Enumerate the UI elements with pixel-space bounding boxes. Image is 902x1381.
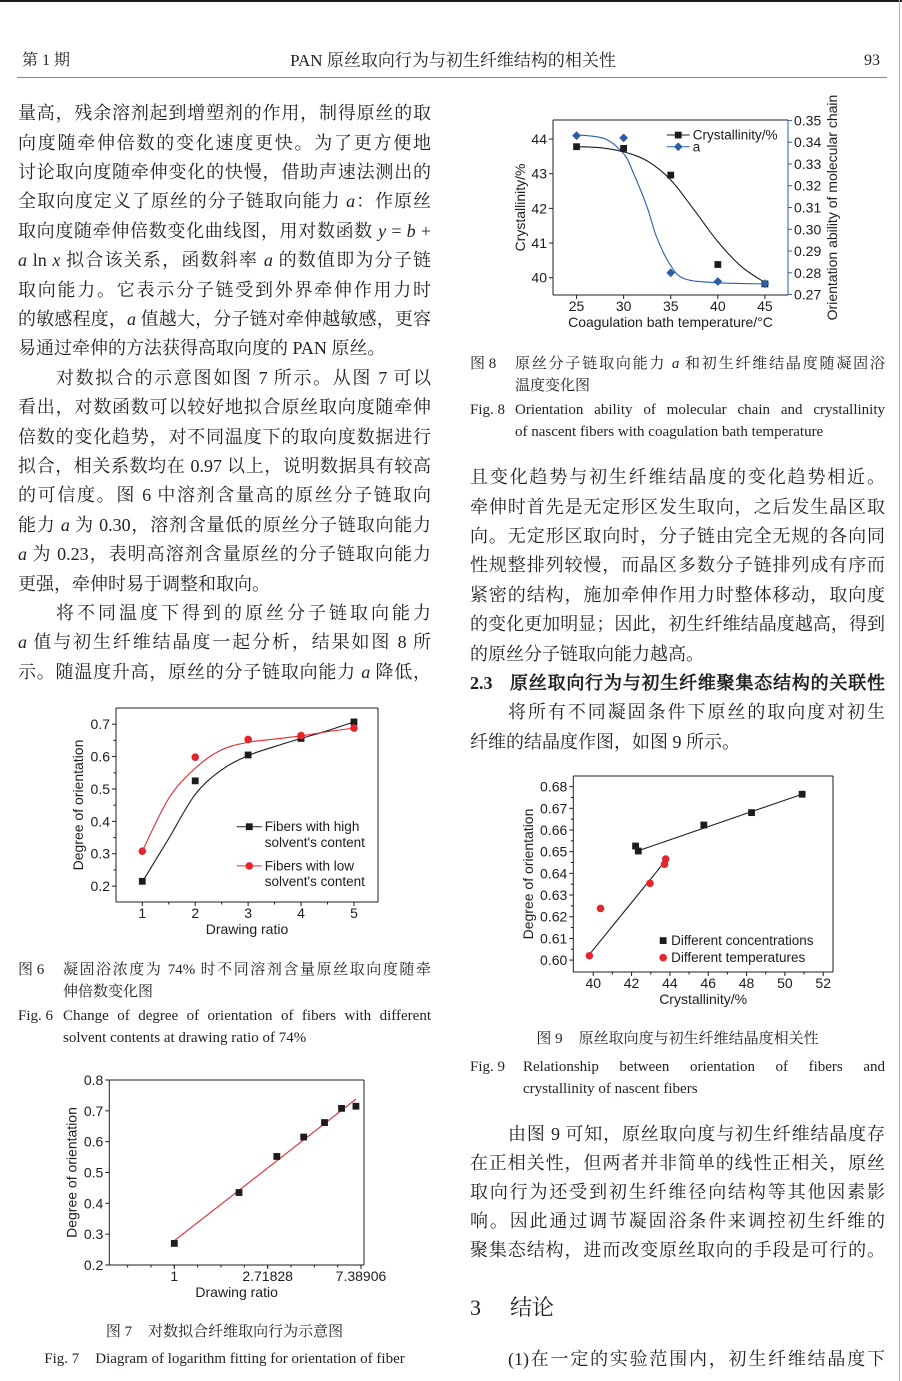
y-tick-label: 41 [531,235,547,252]
legend-label: a [692,139,701,155]
y2-tick-label: 0.27 [794,286,822,303]
conclusion-text [470,1345,885,1374]
x-tick-label: 2 [191,905,200,921]
math-variable: a [263,250,273,271]
math-variable: a [346,191,356,212]
text-line: 牵伸时首先是无定形区发生取向，之后发生晶区取 [470,496,885,517]
legend-marker [674,142,683,151]
y-tick-label: 0.4 [90,813,110,830]
legend-label: Different concentrations [671,933,814,949]
legend-marker [246,823,253,830]
y-tick-label: 0.64 [540,865,568,882]
x-tick-label: 42 [623,975,640,991]
text-line: 且变化趋势与初生纤维结晶度的变化趋势相近。 [470,467,885,488]
math-variable: a [18,544,27,565]
text-line: 温度变化图 [515,377,591,394]
text-line: 的变化更加明显；因此，初生纤维结晶度越高，得到 [470,614,885,635]
caption-text [523,1057,885,1100]
y-tick-label: 0.67 [540,800,568,817]
data-point [572,131,581,140]
y2-tick-label: 0.34 [794,134,822,151]
y-tick-label: 0.7 [90,716,110,733]
x-tick-label: 46 [700,975,717,991]
text-line: 易通过牵伸的方法获得高取向度的 PAN 原丝。 [18,338,386,359]
text-line: 紧密的结构，施加牵伸作用力时整体移动，取向度 [470,584,885,605]
figure-label: 图 9 [536,1031,563,1048]
caption-text: 原丝取向度与初生纤维结晶度相关性 [578,1031,819,1048]
issue-number: 第 1 期 [22,52,71,69]
x-tick-label: 4 [297,905,305,921]
section-title: 结论 [510,1295,555,1321]
x-tick-label: 30 [615,298,632,314]
data-point [714,261,721,268]
text-line: 响。因此通过调节凝固浴条件来调控初生纤维的 [470,1211,885,1231]
text-line: 在正相关性，但两者并非简单的线性正相关，原丝 [470,1153,885,1173]
data-point [245,752,252,759]
text-line: Relationship between orientation of fibers and [523,1059,885,1076]
running-title: PAN 原丝取向行为与初生纤维结构的相关性 [290,51,616,70]
y2-tick-label: 0.30 [794,221,822,238]
math-variable: a [18,250,27,271]
y-tick-label: 0.8 [83,1072,104,1088]
math-variable: a [361,661,371,682]
data-point [338,1105,345,1112]
text-line: 的原丝分子链取向能力越高。 [470,643,704,664]
data-point [191,753,199,761]
figure-6-caption-cn [18,960,431,1003]
x-tick-label: 2.71828 [242,1268,293,1284]
text-line: 凝固浴浓度为 74% 时不同溶剂含量原丝取向度随牵 [63,962,431,979]
fit-curve [638,794,803,851]
text-line: 纤维的结晶度作图，如图 9 所示。 [470,731,740,752]
y2-tick-label: 0.28 [794,264,822,281]
y-tick-label: 0.62 [540,908,568,925]
legend-label: Fibers with high [264,819,360,835]
text-line: 性规整排列较慢，而晶区多数分子链排列成有序而 [470,555,885,576]
y-axis-label: Degree of orientation [70,739,86,871]
data-point [619,133,628,142]
text-line: Orientation ability of molecular chain and crystallinity [515,402,885,419]
x-tick-label: 44 [662,975,678,991]
caption-text [515,400,885,443]
y-tick-label: 0.4 [83,1195,104,1212]
text-line: Change of degree of orientation of fibers with different [63,1008,431,1024]
data-point [748,809,755,816]
caption-text [63,1006,431,1049]
y-tick-label: 0.5 [90,780,110,797]
header-rule [17,77,887,78]
page-top-border [0,0,902,2]
text-line: a ln x 拟合该关系，函数斜率 a 的数值即为分子链 [18,250,431,271]
section-title: 原丝取向行为与初生纤维聚集态结构的关联性 [510,673,885,694]
data-point [799,791,806,798]
page-number: 93 [864,52,880,69]
section-heading-2-3 [470,669,885,698]
legend-marker [675,132,682,139]
y-tick-label: 0.7 [83,1102,104,1119]
data-point [713,277,722,286]
text-line: 看出，对数函数可以较好地拟合原丝取向度随牵伸 [18,397,431,418]
x-tick-label: 25 [568,298,585,314]
x-tick-label: 7.38906 [335,1268,387,1284]
x-tick-label: 1 [170,1268,179,1284]
math-variable: b [406,220,416,241]
fit-curve [577,147,765,283]
paragraph [18,364,431,599]
x-tick-label: 35 [662,298,679,314]
y2-tick-label: 0.32 [794,177,822,194]
data-point [321,1119,328,1126]
paragraph [470,1120,885,1265]
y-tick-label: 42 [531,200,547,217]
y-tick-label: 0.60 [540,952,568,969]
text-line: a 值与初生纤维结晶度一起分析，结果如图 8 所 [18,632,431,653]
data-point [139,878,146,885]
math-variable: a [671,356,680,373]
page-right-border [899,0,900,1381]
text-line: 示。随温度升高，原丝的分子链取向能力 a 降低， [18,661,431,682]
data-point [192,777,199,784]
section-number: 2.3 [470,673,493,694]
figure-label: Fig. 9 [470,1059,506,1076]
section-number: 3 [470,1295,481,1321]
x-tick-label: 52 [815,975,832,991]
x-axis-label: Drawing ratio [205,921,289,937]
y-tick-label: 0.6 [90,748,110,765]
text-line: 能力 a 为 0.30，溶剂含量低的原丝分子链取向能力 [18,514,431,535]
data-point [171,1240,178,1247]
data-point [353,1103,360,1110]
text-line: 全取向度定义了原丝的分子链取向能力 a：作原丝 [18,191,431,212]
y-tick-label: 43 [531,165,547,182]
figure-8-chart [500,85,850,335]
text-line: 伸倍数变化图 [63,983,154,1000]
data-point [586,952,594,960]
data-point [139,847,147,855]
y-tick-label: 0.6 [83,1133,104,1150]
y-tick-label: 0.3 [83,1226,104,1243]
x-tick-label: 50 [777,975,793,991]
y2-tick-label: 0.31 [794,199,822,216]
text-line: 的敏感程度，a 值越大，分子链对牵伸越敏感，更容 [18,309,431,330]
figure-label: 图 8 [470,356,497,373]
text-line: 讨论取向度随牵伸变化的快慢，借助声速法测出的 [18,162,431,183]
x-axis-label: Drawing ratio [195,1284,278,1300]
legend-marker [245,862,253,870]
figure-label: 图 7 [105,1324,133,1341]
figure-8-caption-cn [470,354,885,397]
figure-8-caption-en [470,400,885,443]
paragraph [470,698,885,757]
paragraph [18,599,431,687]
text-line: a 为 0.23，表明高溶剂含量原丝的分子链取向能力 [18,544,431,565]
text-line: of nascent fibers with coagulation bath temperature [515,423,824,440]
legend-marker [659,954,667,962]
y-tick-label: 0.65 [540,843,568,860]
y2-axis-label: Orientation ability of molecular chain [824,94,840,321]
text-line: solvent contents at drawing ratio of 74% [63,1029,307,1046]
text-line: 将所有不同凝固条件下原丝的取向度对初生 [508,702,885,723]
data-point [300,1134,307,1141]
y-tick-label: 0.61 [540,930,568,947]
figure-label: Fig. 7 [44,1351,80,1368]
y2-tick-label: 0.33 [794,155,822,172]
caption-text [515,354,885,397]
x-tick-label: 40 [710,298,726,314]
figure-7-caption-cn [18,1322,431,1344]
x-tick-label: 1 [138,905,147,921]
right-column-text-lower [470,1120,885,1265]
y2-tick-label: 0.35 [794,112,822,129]
figure-6-caption-en [18,1006,431,1049]
text-line: 向度随牵伸倍数的变化速度更快。为了更方便地 [18,132,431,153]
y-tick-label: 40 [531,269,547,286]
y-axis-label: Crystallinity/% [512,163,528,252]
y-tick-label: 0.5 [83,1164,104,1181]
text-line: 拟合，相关系数均在 0.97 以上，说明数据具有较高 [18,455,431,476]
math-variable: a [126,309,136,330]
y-axis-label: Degree of orientation [63,1107,80,1238]
text-line: 取向度随牵伸倍数变化曲线图，用对数函数 y = b + [18,220,431,241]
data-point [236,1189,243,1196]
figure-9-chart [510,772,840,1007]
fit-curve [174,1099,356,1241]
text-line: 更强，牵伸时易于调整和取向。 [18,573,270,594]
y-tick-label: 0.66 [540,821,568,838]
x-axis-label: Crystallinity/% [659,991,748,1007]
data-point [297,732,305,740]
text-line: 将不同温度下得到的原丝分子链取向能力 [56,602,431,623]
figure-9-caption-cn [470,1029,885,1051]
figure-label: 图 6 [18,962,45,979]
text-line: 倍数的变化趋势，对不同温度下的取向度数据进行 [18,426,431,447]
math-variable: y [378,220,387,241]
math-variable: a [18,632,27,653]
text-line: 对数拟合的示意图如图 7 所示。从图 7 可以 [56,367,431,388]
data-point [573,143,580,150]
math-variable: a [60,514,70,535]
text-line: (1)在一定的实验范围内，初生纤维结晶度下 [508,1349,885,1370]
x-tick-label: 3 [244,905,253,921]
x-tick-label: 40 [585,975,602,991]
y-tick-label: 0.2 [83,1257,104,1273]
data-point [244,736,252,744]
text-line: 量高，残余溶剂起到增塑剂的作用，制得原丝的取 [18,103,431,124]
text-line: 原丝分子链取向能力 a 和初生纤维结晶度随凝固浴 [515,356,885,373]
y-tick-label: 44 [531,131,547,148]
data-point [350,724,358,732]
data-point [273,1153,280,1160]
x-tick-label: 48 [738,975,755,991]
legend-label: solvent's content [264,874,365,890]
figure-label: Fig. 8 [470,402,506,419]
x-tick-label: 5 [350,905,358,921]
y-tick-label: 0.63 [540,887,568,904]
section-heading-3 [470,1293,885,1322]
x-axis-label: Coagulation bath temperature/°C [568,314,773,330]
data-point [646,880,654,888]
text-line: 由图 9 可知，原丝取向度与初生纤维结晶度存 [508,1124,885,1144]
data-point [662,855,670,863]
caption-text [63,960,431,1003]
legend-label: Fibers with low [264,858,355,874]
caption-text: 对数拟合纤维取向行为示意图 [148,1324,344,1341]
legend-label: Crystallinity/% [692,127,778,143]
data-point [667,172,674,179]
x-tick-label: 45 [757,298,773,314]
text-line: 聚集态结构，进而改变原丝取向的手段是可行的。 [470,1240,885,1260]
text-line: crystallinity of nascent fibers [523,1080,698,1097]
right-column-text-upper [470,463,885,757]
left-column-text [18,99,431,687]
y-tick-label: 0.2 [90,878,110,895]
y2-tick-label: 0.29 [794,243,822,260]
text-line: 向。无定形区取向时，分子链由完全无规的各向同 [470,526,885,547]
figure-7-chart [55,1068,400,1303]
data-point [620,145,627,152]
data-point [700,822,707,829]
figure-6-chart [60,700,390,940]
math-variable: x [52,250,61,271]
text-line: 取向能力。它表示分子链受到外界牵伸作用力时 [18,279,431,300]
legend-label: solvent's content [264,834,365,850]
y-tick-label: 0.68 [540,778,568,795]
data-point [635,848,642,855]
paragraph [470,463,885,669]
figure-9-caption-en [470,1057,885,1100]
figure-label: Fig. 6 [18,1008,54,1024]
figure-7-caption-en [18,1349,431,1371]
y-axis-label: Degree of orientation [520,808,536,940]
legend-label: Different temperatures [671,950,806,966]
text-line: 取向行为还受到初生纤维径向结构等其他因素影 [470,1182,885,1202]
caption-text: Diagram of logarithm fitting for orientation of fiber [95,1351,405,1368]
text-line: 的可信度。图 6 中溶剂含量高的原丝分子链取向 [18,485,431,506]
paragraph [18,99,431,364]
y-tick-label: 0.3 [90,845,110,862]
data-point [597,905,605,913]
paragraph [470,1345,885,1374]
legend-marker [660,937,667,944]
